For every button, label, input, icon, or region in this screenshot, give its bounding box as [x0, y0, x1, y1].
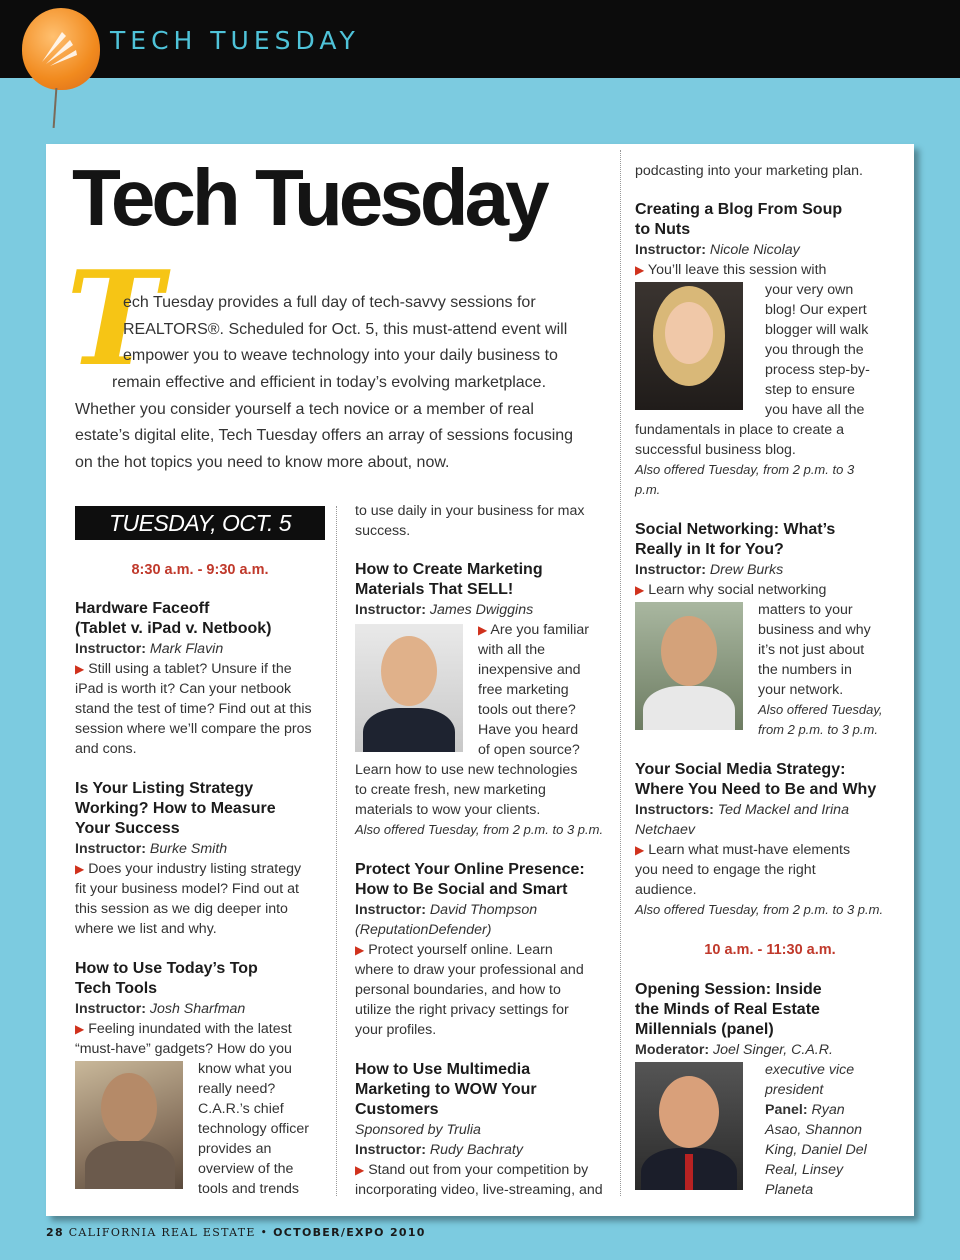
session-title: Your Social Media Strategy:	[635, 761, 846, 778]
time-slot: 10 a.m. - 11:30 a.m.	[704, 942, 836, 958]
session-body: “must-have” gadgets? How do you	[75, 1041, 292, 1057]
instructor-line: Instructor: David Thompson	[355, 902, 538, 918]
session-title: Really in It for You?	[635, 541, 784, 558]
also-offered: Also offered Tuesday,	[758, 702, 883, 717]
bullet-triangle-icon: ▶	[635, 843, 645, 857]
session-title: (Tablet v. iPad v. Netbook)	[75, 620, 272, 637]
article-title: Tech Tuesday	[72, 153, 546, 242]
session-body: ▶ Feeling inundated with the latest	[75, 1021, 292, 1037]
session-body: ▶ Learn why social networking	[635, 582, 827, 598]
session-body: to use daily in your business for max	[355, 503, 585, 519]
session-body: know what you	[198, 1061, 292, 1077]
bullet-triangle-icon: ▶	[635, 583, 645, 597]
instructor-photo	[75, 1061, 183, 1189]
session-body: step to ensure	[765, 382, 855, 398]
session-body: this session as we dig deeper into	[75, 901, 288, 917]
session-body: business and why	[758, 622, 871, 638]
session-title: How to Use Multimedia	[355, 1061, 531, 1078]
intro-line: ech Tuesday provides a full day of tech-savvy sessions for	[123, 294, 536, 311]
intro-line: remain effective and efficient in today’s evolving marketplace.	[112, 374, 547, 391]
column-3	[635, 161, 905, 1200]
session-body: stand the test of time? Find out at this	[75, 701, 312, 717]
session-body: incorporating video, live-streaming, and	[355, 1182, 603, 1198]
session-body: ▶ Does your industry listing strategy	[75, 861, 302, 877]
also-offered: from 2 p.m. to 3 p.m.	[758, 722, 878, 737]
bullet-triangle-icon: ▶	[75, 862, 85, 876]
also-offered: Also offered Tuesday, from 2 p.m. to 3	[635, 462, 855, 477]
session-body: session where we’ll compare the pros	[75, 721, 312, 737]
dropcap: T	[66, 242, 163, 395]
session-body: tools and trends	[198, 1181, 299, 1197]
bullet-triangle-icon: ▶	[635, 263, 645, 277]
instructor-line: Instructor: Nicole Nicolay	[635, 242, 800, 258]
moderator-title: president	[765, 1082, 824, 1098]
column-divider	[336, 506, 337, 1196]
bullet-triangle-icon: ▶	[75, 662, 85, 676]
publication-name: CALIFORNIA REAL ESTATE	[68, 1226, 256, 1239]
moderator-line: Moderator: Joel Singer, C.A.R.	[635, 1042, 833, 1058]
bullet-triangle-icon: ▶	[75, 1022, 85, 1036]
moderator-title: executive vice	[765, 1062, 855, 1078]
sponsor-line: Sponsored by Trulia	[355, 1122, 481, 1138]
instructor-line: Instructor: Burke Smith	[75, 841, 228, 857]
session-body: of open source?	[478, 742, 580, 758]
instructor-photo	[355, 624, 463, 752]
session-body: ▶ Stand out from your competition by	[355, 1162, 589, 1178]
session-title: How to Create Marketing	[355, 561, 543, 578]
instructor-line: Instructor: Mark Flavin	[75, 641, 224, 657]
instructor-line: Instructor: Josh Sharfman	[75, 1001, 246, 1017]
session-body: C.A.R.’s chief	[198, 1101, 284, 1117]
session-body: ▶ Are you familiar	[478, 622, 589, 638]
session-title: the Minds of Real Estate	[635, 1001, 820, 1018]
session-body: your network.	[758, 682, 844, 698]
session-body: with all the	[478, 642, 546, 658]
session-body: utilize the right privacy settings for	[355, 1002, 569, 1018]
article-page	[46, 144, 914, 1216]
panel-line: Panel: Ryan	[765, 1102, 845, 1118]
session-body: to create fresh, new marketing	[355, 782, 546, 798]
also-offered: Also offered Tuesday, from 2 p.m. to 3 p.m.	[635, 902, 884, 917]
session-title: Protect Your Online Presence:	[355, 861, 585, 878]
intro-line: REALTORS®. Scheduled for Oct. 5, this must-attend event will	[123, 321, 568, 338]
session-body: where we list and why.	[75, 921, 217, 937]
session-body: ▶ You’ll leave this session with	[635, 262, 827, 278]
page-footer	[46, 1226, 426, 1239]
panel-line: Planeta	[765, 1182, 814, 1198]
session-title: Social Networking: What’s	[635, 521, 836, 538]
panel-line: King, Daniel Del	[765, 1142, 867, 1158]
session-title: Where You Need to Be and Why	[635, 781, 877, 798]
session-title: How to Be Social and Smart	[355, 881, 568, 898]
panelist-photo	[635, 1062, 743, 1190]
instructor-line: Instructor: Drew Burks	[635, 562, 784, 578]
session-body: audience.	[635, 882, 697, 898]
bullet-triangle-icon: ▶	[478, 623, 488, 637]
session-body: the numbers in	[758, 662, 852, 678]
also-offered: Also offered Tuesday, from 2 p.m. to 3 p.m.	[355, 822, 604, 837]
column-divider	[620, 150, 621, 1196]
section-title: TECH TUESDAY	[110, 26, 360, 55]
session-body: personal boundaries, and how to	[355, 982, 561, 998]
session-body: inexpensive and	[478, 662, 581, 678]
instructor-line: Netchaev	[635, 822, 695, 838]
session-title: Customers	[355, 1101, 439, 1118]
session-body: ▶ Protect yourself online. Learn	[355, 942, 553, 958]
instructor-photo	[635, 602, 743, 730]
session-title: Marketing to WOW Your	[355, 1081, 537, 1098]
column-1	[75, 560, 325, 1199]
session-title: Your Success	[75, 820, 180, 837]
panel-line: Real, Linsey	[765, 1162, 844, 1178]
session-title: Creating a Blog From Soup	[635, 201, 843, 218]
session-title: Hardware Faceoff	[75, 600, 210, 617]
column-2	[355, 501, 613, 1200]
session-body: Learn how to use new technologies	[355, 762, 578, 778]
session-title: Tech Tools	[75, 980, 158, 997]
session-body: blog! Our expert	[765, 302, 867, 318]
session-title: Is Your Listing Strategy	[75, 780, 254, 797]
session-title: Millennials (panel)	[635, 1021, 774, 1038]
session-body: your very own	[765, 282, 854, 298]
session-title: Opening Session: Inside	[635, 981, 822, 998]
session-title: How to Use Today’s Top	[75, 960, 258, 977]
balloon-string	[53, 88, 58, 128]
session-body: fundamentals in place to create a	[635, 422, 845, 438]
intro-line: empower you to weave technology into your daily business to	[123, 347, 558, 364]
session-body: your profiles.	[355, 1022, 437, 1038]
session-body: iPad is worth it? Can your netbook	[75, 681, 292, 697]
instructor-line: Instructors: Ted Mackel and Irina	[635, 802, 849, 818]
bullet-triangle-icon: ▶	[355, 1163, 365, 1177]
session-body: success.	[355, 523, 411, 539]
session-body: it’s not just about	[758, 642, 865, 658]
session-body: you have all the	[765, 402, 865, 418]
session-body: fit your business model? Find out at	[75, 881, 299, 897]
session-body: Have you heard	[478, 722, 579, 738]
session-body: overview of the	[198, 1161, 294, 1177]
instructor-line: Instructor: James Dwiggins	[355, 602, 534, 618]
session-body: tools out there?	[478, 702, 576, 718]
time-slot: 8:30 a.m. - 9:30 a.m.	[131, 562, 269, 578]
day-header: TUESDAY, OCT. 5	[75, 506, 325, 540]
balloon-logo-icon	[22, 8, 100, 90]
intro-line: on the hot topics you need to know more about, now.	[75, 454, 450, 471]
session-body: ▶ Still using a tablet? Unsure if the	[75, 661, 292, 677]
also-offered: p.m.	[635, 482, 661, 497]
instructor-line: Instructor: Rudy Bachraty	[355, 1142, 523, 1158]
session-body: really need?	[198, 1081, 276, 1097]
session-body: provides an	[198, 1141, 272, 1157]
instructor-line: (ReputationDefender)	[355, 922, 492, 938]
session-body: ▶ Learn what must-have elements	[635, 842, 851, 858]
session-body: you need to engage the right	[635, 862, 816, 878]
bullet-triangle-icon: ▶	[355, 943, 365, 957]
session-body: and cons.	[75, 741, 137, 757]
intro-line: Whether you consider yourself a tech novice or a member of real	[75, 401, 534, 418]
intro-line: estate’s digital elite, Tech Tuesday offers an array of sessions focusing	[75, 427, 574, 444]
page-number: 28	[46, 1226, 64, 1239]
footer-bullet: •	[260, 1226, 269, 1239]
session-body: process step-by-	[765, 362, 870, 378]
session-body: matters to your	[758, 602, 853, 618]
session-title: Materials That SELL!	[355, 581, 514, 598]
session-title: to Nuts	[635, 221, 691, 238]
session-body: successful business blog.	[635, 442, 796, 458]
session-body: materials to wow your clients.	[355, 802, 541, 818]
session-body: podcasting into your marketing plan.	[635, 163, 863, 179]
panel-line: Asao, Shannon	[765, 1122, 863, 1138]
session-body: you through the	[765, 342, 864, 358]
issue-date: OCTOBER/EXPO 2010	[273, 1226, 426, 1239]
session-body: blogger will walk	[765, 322, 869, 338]
session-title: Working? How to Measure	[75, 800, 276, 817]
instructor-photo	[635, 282, 743, 410]
session-body: technology officer	[198, 1121, 309, 1137]
session-body: where to draw your professional and	[355, 962, 584, 978]
session-body: free marketing	[478, 682, 569, 698]
